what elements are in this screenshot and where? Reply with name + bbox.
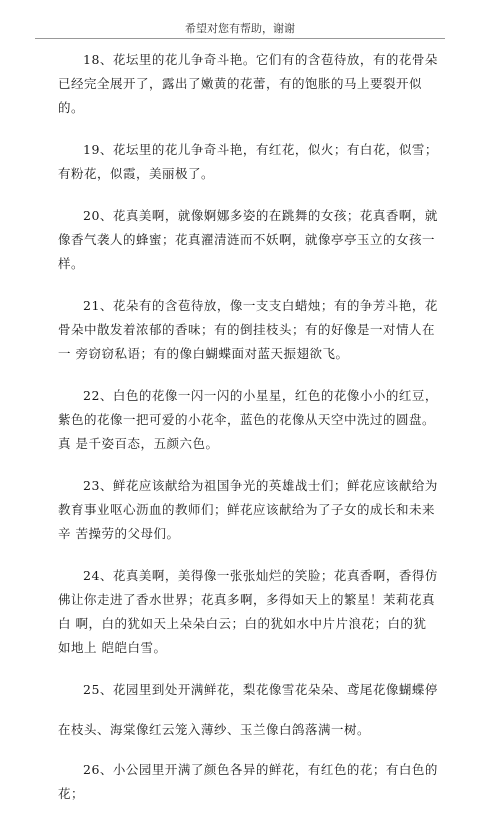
document-body — [58, 48, 438, 824]
paragraph-22: 22、白色的花像一闪一闪的小星星，红色的花像小小的红豆， 紫色的花像一把可爱的小花伞，蓝色的花像从天空中洗过的圆盘。真 是千姿百态，五颜六色。 — [58, 388, 438, 451]
header-rule — [35, 38, 445, 39]
paragraph-20: 20、花真美啊，就像婀娜多姿的在跳舞的女孩；花真香啊，就 像香气袭人的蜂蜜；花真濯清涟而不妖啊，就像亭亭玉立的女孩一样。 — [58, 208, 438, 271]
paragraph-24: 24、花真美啊，美得像一张张灿烂的笑脸；花真香啊，香得仿 佛让你走进了香水世界；花真多啊，多得如天上的繁星！茉莉花真白 啊，白的犹如天上朵朵白云；白的犹如水中片片浪花；白的犹如地上 皑皑白雪。 — [58, 568, 438, 655]
paragraph-26: 26、小公园里开满了颜色各异的鲜花，有红色的花；有白色的 花； — [58, 762, 438, 801]
page-header — [0, 20, 480, 36]
paragraph-25-start: 25、花园里到处开满鲜花，梨花像雪花朵朵、鸢尾花像蝴蝶停 — [83, 682, 438, 697]
paragraph-21: 21、花朵有的含苞待放，像一支支白蜡烛；有的争芳斗艳，花 骨朵中散发着浓郁的香味；有的倒挂枝头；有的好像是一对情人在一 旁窃窃私语；有的像白蝴蝶面对蓝天振翅欲飞。 — [58, 298, 438, 361]
paragraph-25-continued: 在枝头、海棠像红云笼入薄纱、玉兰像白鸽落满一树。 — [58, 722, 371, 737]
header-text: 希望对您有帮助，谢谢 — [185, 22, 295, 35]
paragraph-23: 23、鲜花应该献给为祖国争光的英雄战士们；鲜花应该献给为 教育事业呕心沥血的教师们；鲜花应该献给为了子女的成长和未来辛 苦操劳的父母们。 — [58, 478, 438, 541]
paragraph-18: 18、花坛里的花儿争奇斗艳。它们有的含苞待放，有的花骨朵 已经完全展开了，露出了嫩黄的花蕾，有的饱胀的马上要裂开似的。 — [58, 52, 438, 115]
paragraph-19: 19、花坛里的花儿争奇斗艳，有红花，似火；有白花，似雪； 有粉花，似霞，美丽极了。 — [58, 142, 438, 181]
